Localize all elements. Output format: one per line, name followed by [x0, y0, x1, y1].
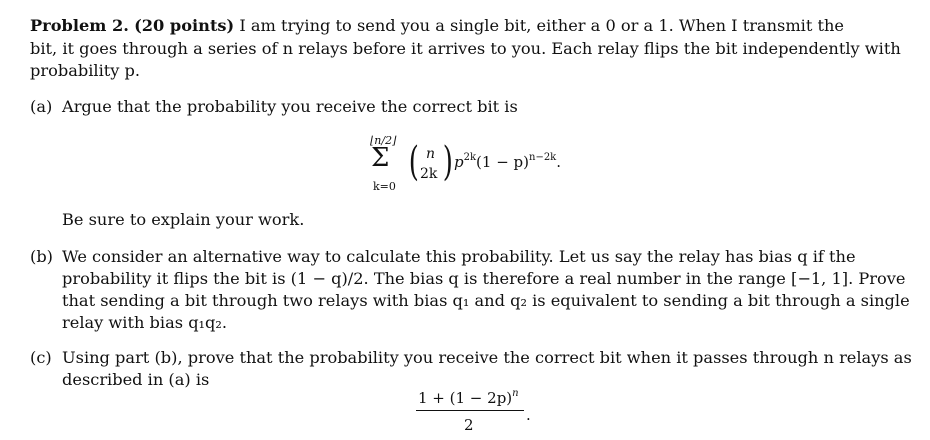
fraction-numerator: [418, 388, 519, 407]
fraction-numerator-base: 1 + (1 − 2p): [418, 389, 513, 407]
sum-term-mid: (1 − p): [476, 153, 529, 171]
part-c-line-2: described in (a) is: [62, 370, 210, 389]
sum-term-exp-1: 2k: [463, 152, 477, 163]
part-a-note: Be sure to explain your work.: [62, 210, 305, 229]
fraction-bar: [416, 410, 524, 411]
part-b-line-1: We consider an alternative way to calculate this probability. Let us say the relay has bias q if the: [62, 247, 856, 266]
sum-term: [454, 152, 561, 171]
fraction-end: .: [526, 406, 531, 424]
part-b-line-4: relay with bias q₁q₂.: [62, 313, 228, 332]
sum-term-end: .: [556, 153, 562, 171]
sum-term-p: p: [454, 153, 464, 171]
binom-bottom: 2k: [420, 166, 438, 182]
problem-statement-line-3: probability p.: [30, 61, 141, 80]
part-b-label: (b): [30, 247, 53, 266]
problem-points: (20 points): [134, 16, 235, 35]
sum-sigma-symbol: Σ: [371, 143, 390, 173]
part-b-line-3: that sending a bit through two relays with bias q₁ and q₂ is equivalent to sending a bit through a single: [62, 291, 910, 310]
binom-top: n: [426, 146, 436, 162]
sum-lower-limit: k=0: [373, 180, 396, 193]
part-c-label: (c): [30, 348, 52, 367]
part-a-text: Argue that the probability you receive the correct bit is: [62, 97, 518, 116]
binom-left-paren: (: [408, 139, 419, 185]
part-c-fraction-formula: [414, 388, 554, 438]
part-a-label: (a): [30, 97, 53, 116]
binom-right-paren: ): [442, 139, 453, 185]
fraction-denominator: 2: [464, 416, 474, 434]
part-b-line-2: probability it flips the bit is (1 − q)/2. The bias q is therefore a real number in the range [−1, 1]. Prove: [62, 269, 906, 288]
part-c-line-1: Using part (b), prove that the probability you receive the correct bit when it passes through n relays as: [62, 348, 912, 367]
problem-text-line-1: I am trying to send you a single bit, either a 0 or a 1. When I transmit the: [239, 16, 845, 35]
problem-statement-line-2: bit, it goes through a series of n relays before it arrives to you. Each relay flips the bit independently with: [30, 39, 901, 58]
sum-term-exp-2: n−2k: [529, 152, 557, 163]
fraction-numerator-exp: n: [512, 388, 519, 399]
problem-heading: Problem 2.: [30, 16, 129, 35]
part-a-sum-formula: [362, 132, 592, 198]
sum-upper-limit: ⌊n/2⌋: [370, 134, 397, 147]
problem-statement-line-1: [30, 15, 844, 37]
